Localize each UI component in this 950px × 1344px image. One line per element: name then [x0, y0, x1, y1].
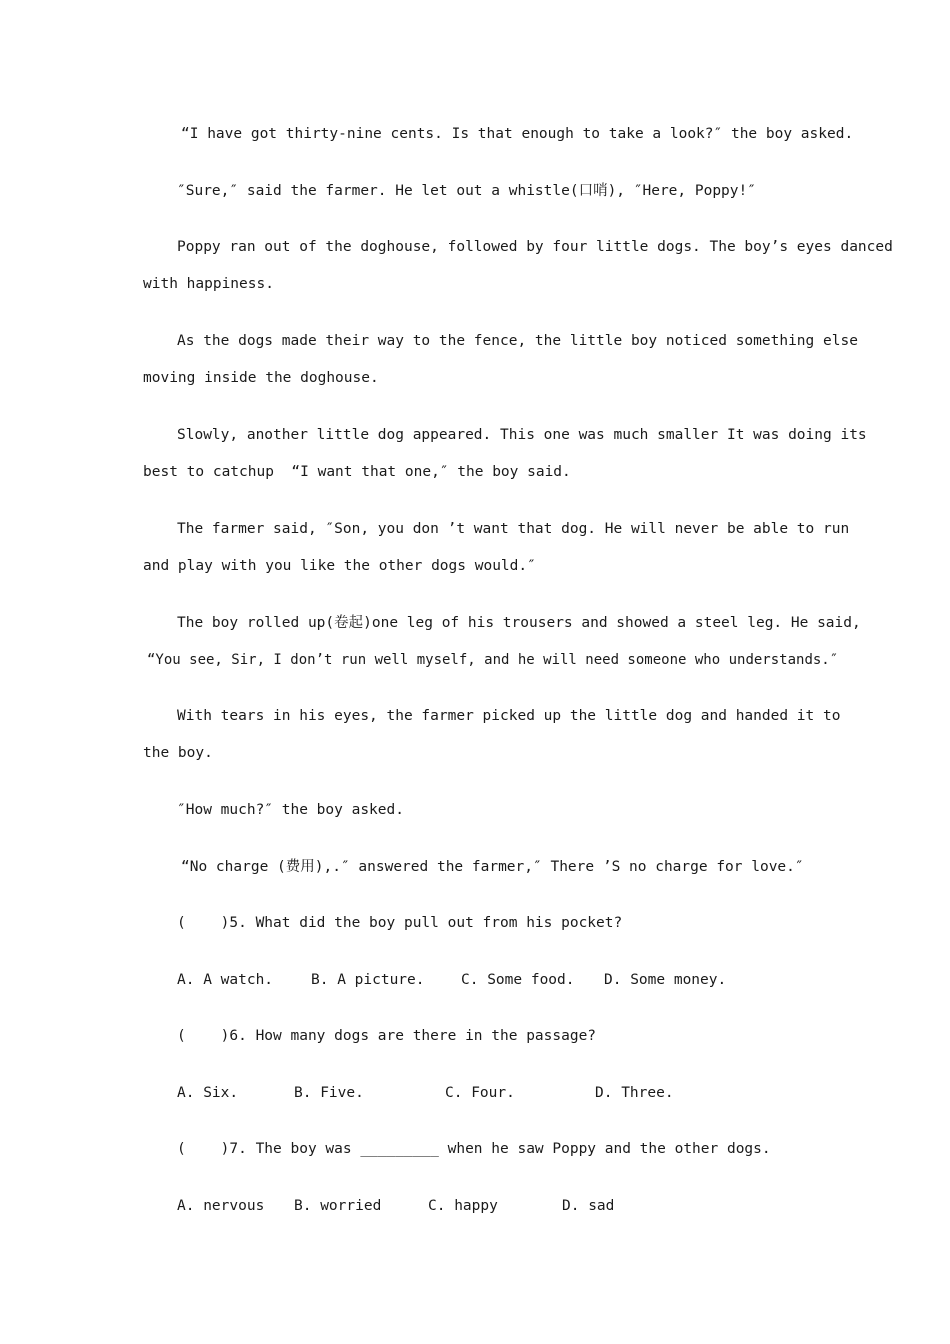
question-option: B. Five. — [294, 1085, 364, 1101]
passage-line: Poppy ran out of the doghouse, followed by four little dogs. The boy’s eyes danced — [177, 239, 893, 255]
question-stem: ( )7. The boy was _________ when he saw Poppy and the other dogs. — [177, 1141, 771, 1157]
question-stem: ( )5. What did the boy pull out from his pocket? — [177, 915, 623, 931]
passage-line: ″How much?″ the boy asked. — [177, 802, 404, 818]
passage-line: “No charge (费用),.″ answered the farmer,″ There ’S no charge for love.″ — [181, 859, 804, 875]
passage-line: and play with you like the other dogs would.″ — [143, 558, 536, 574]
question-option: A. nervous — [177, 1198, 265, 1214]
passage-line: “I have got thirty-nine cents. Is that enough to take a look?″ the boy asked. — [181, 126, 854, 142]
question-option: A. Six. — [177, 1085, 239, 1101]
passage-line: ″Sure,″ said the farmer. He let out a whistle(口哨), ″Here, Poppy!″ — [177, 183, 756, 199]
question-option: D. Three. — [595, 1085, 674, 1101]
question-stem: ( )6. How many dogs are there in the passage? — [177, 1028, 597, 1044]
question-option: C. happy — [428, 1198, 498, 1214]
passage-line: with happiness. — [143, 276, 274, 292]
question-option: D. Some money. — [604, 972, 727, 988]
passage-line: best to catchup “I want that one,″ the boy said. — [143, 464, 571, 480]
question-option: A. A watch. — [177, 972, 274, 988]
passage-line: moving inside the doghouse. — [143, 370, 379, 386]
passage-line: The boy rolled up(卷起)one leg of his trousers and showed a steel leg. He said, — [177, 615, 861, 631]
question-option: C. Some food. — [461, 972, 575, 988]
passage-line: With tears in his eyes, the farmer picked up the little dog and handed it to — [177, 708, 841, 724]
passage-line: The farmer said, ″Son, you don ’t want that dog. He will never be able to run — [177, 521, 850, 537]
passage-line: Slowly, another little dog appeared. This one was much smaller It was doing its — [177, 427, 867, 443]
question-option: B. worried — [294, 1198, 382, 1214]
passage-line: the boy. — [143, 745, 213, 761]
question-option: B. A picture. — [311, 972, 425, 988]
passage-line: As the dogs made their way to the fence, the little boy noticed something else — [177, 333, 858, 349]
question-option: D. sad — [562, 1198, 615, 1214]
question-option: C. Four. — [445, 1085, 515, 1101]
passage-line: “You see, Sir, I don’t run well myself, and he will need someone who understands.″ — [147, 652, 839, 668]
